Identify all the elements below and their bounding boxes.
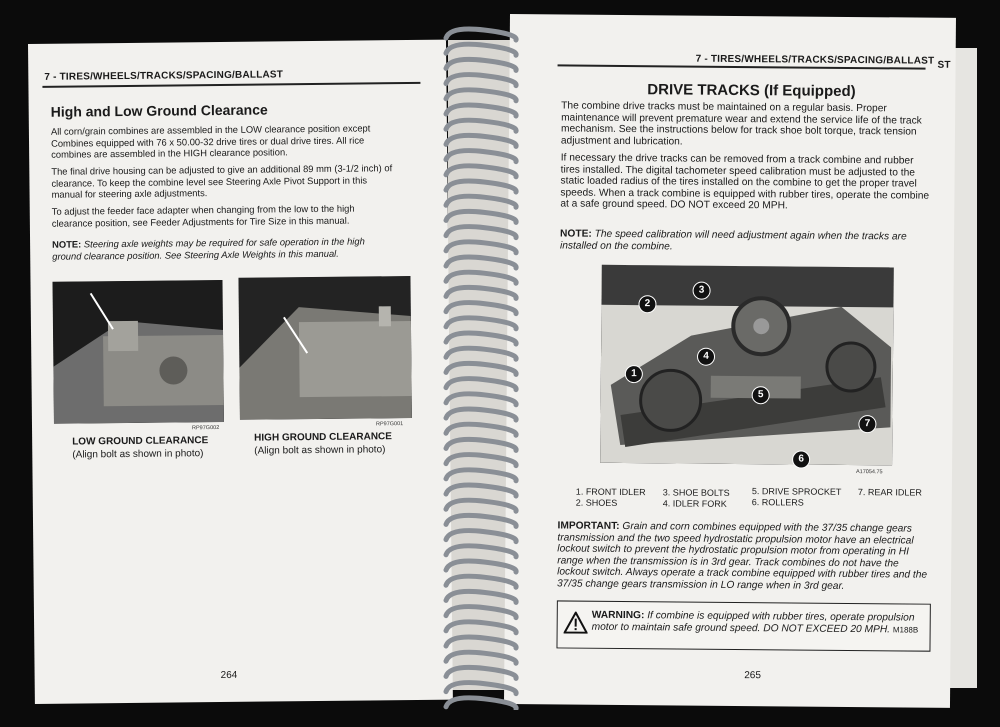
spiral-coil [446,90,516,101]
text-line: adjustment and lubrication. [560,135,683,148]
note-label: NOTE: [52,238,82,250]
photo-caption: HIGH GROUND CLEARANCE [254,431,392,444]
text-line: All corn/grain combines are assembled in the LOW clearance position except [50,122,371,137]
photo-subcaption: (Align bolt as shown in photo) [72,448,204,461]
spiral-coil [446,287,516,298]
text-line: manual for steering axle adjustments. [51,187,208,200]
paragraph-3 [52,203,355,229]
text-line: The combine drive tracks must be maintained on a regular basis. Proper [561,100,887,115]
text-line: Steering axle weights may be required for safe operation in the high [81,235,365,250]
text-line: motor to maintain safe ground speed. DO NOT EXCEED 20 MPH. [591,621,891,635]
spiral-coil [446,515,516,526]
text-line: The speed calibration will need adjustment again when the tracks are [591,228,907,243]
text-line: Grain and corn combines equipped with the 37/35 change gears [619,520,912,535]
low-clearance-photo [52,280,223,424]
spiral-coil [446,303,516,314]
legend-item: 3. SHOE BOLTS [662,487,730,498]
section-title: DRIVE TRACKS (If Equipped) [647,81,856,101]
callout-3: 3 [693,282,711,300]
paragraph-2 [51,162,392,200]
legend-item: 2. SHOES [575,497,618,508]
spiral-coil [446,242,516,253]
spiral-binding [440,24,524,710]
spiral-coil [446,561,516,572]
edge-tab: ST [937,59,951,71]
spiral-coil [446,455,516,466]
photo-subcaption: (Align bolt as shown in photo) [254,444,386,457]
callout-1: 1 [625,365,643,383]
callout-7: 7 [858,415,876,433]
note [52,235,365,261]
spiral-coil [446,667,516,678]
warning-code: M188B [892,624,919,635]
spiral-coil [446,531,516,542]
spiral-coil [446,135,516,146]
text-line: maintenance will prevent premature wear and extend the service life of the track [561,112,922,127]
spiral-coil [446,637,516,648]
spiral-coil [446,607,516,618]
spiral-coil [446,409,516,420]
spiral-coil [446,363,516,374]
high-clearance-photo [238,276,411,420]
text-line: tires installed. The digital tachometer speed calibration must be adjusted to the [560,164,916,179]
text-line: speeds. When a track combine is equipped with rubber tires, operate the combine [560,187,930,202]
spiral-coil [446,500,516,511]
legend-item: 6. ROLLERS [751,497,804,508]
warning-label: WARNING: [591,609,645,622]
text-line: clearance position, see Feeder Adjustments for Tire Size in this manual. [51,214,350,229]
text-line: ground clearance position. See Steering Axle Weights in this manual. [52,247,339,262]
spiral-coil [446,272,516,283]
spiral-coil [446,424,516,435]
spiral-coil [446,470,516,481]
spiral-coil [446,44,516,55]
spiral-coil [446,227,516,238]
spiral-coil [446,196,516,207]
spiral-coil [446,211,516,222]
callout-6: 6 [792,450,810,468]
spiral-coil [446,318,516,329]
spiral-coil [446,591,516,602]
spiral-coil [446,576,516,587]
text-line: lockout switch to prevent the hydrostatic propulsion motor from operating in HI [557,543,910,558]
photo-code: RP97G001 [375,421,404,428]
text-line: The final drive housing can be adjusted to give an additional 89 mm (3-1/2 inch) of [51,162,393,177]
text-line: combines are assembled in the HIGH clearance position. [51,146,288,160]
important-notice [557,520,928,593]
warning-box [556,600,930,651]
right-header: 7 - TIRES/WHEELS/TRACKS/SPACING/BALLAST [695,53,935,67]
section-title: High and Low Ground Clearance [50,101,268,120]
callout-4: 4 [697,348,715,366]
spiral-coil [446,698,516,709]
photo-code: RP97G002 [192,425,220,432]
text-line: clearance. To keep the combine level see Steering Axle Pivot Support in this [51,173,368,189]
spiral-coil [446,652,516,663]
spiral-coil [446,546,516,557]
spiral-coil [446,394,516,405]
spiral-coil [446,333,516,344]
text-line: 37/35 change gears transmission in LO range when in 3rd gear. [556,578,845,592]
note-label: NOTE: [560,228,592,240]
text-line: static loaded radius of the tires installed on the combine to get the proper travel [560,175,917,190]
spiral-coil [446,348,516,359]
spiral-coil [446,120,516,131]
spiral-coil [446,151,516,162]
text-line: If necessary the drive tracks can be removed from a track combine and rubber [560,152,914,167]
callout-2: 2 [638,295,656,313]
legend-item: 5. DRIVE SPROCKET [751,486,842,497]
spiral-coil [446,379,516,390]
legend-item: 1. FRONT IDLER [575,486,646,498]
spiral-coil [446,257,516,268]
spiral-coil [446,59,516,70]
figure-code: A17054.75 [855,469,883,476]
header-rule [42,82,420,87]
page-number: 264 [220,669,238,682]
paragraph-2 [560,152,929,213]
spiral-coil [446,75,516,86]
spiral-coil [446,485,516,496]
text-line: Combines equipped with 76 x 50.00-32 drive tires or dual drive tires. All rice [50,133,365,149]
legend-item: 4. IDLER FORK [662,498,727,509]
spiral-coil [446,29,516,40]
spiral-coil [446,166,516,177]
page-number: 265 [744,670,761,682]
spiral-coil [446,622,516,633]
spiral-coil [446,181,516,192]
text-line: If combine is equipped with rubber tires, operate propulsion [644,610,915,624]
paragraph-1 [561,100,922,150]
text-line: mechanism. See the instructions below for track shoe bolt torque, track tension [560,123,917,138]
left-page [28,40,453,704]
important-label: IMPORTANT: [557,520,620,532]
text-line: To adjust the feeder face adapter when changing from the low to the high [51,202,355,217]
text-line: at a safe ground speed. DO NOT exceed 20 MPH. [560,198,788,212]
note [560,228,907,254]
warning-triangle-icon [564,611,588,638]
spiral-coil [446,105,516,116]
spiral-coil [446,683,516,694]
text-line: transmission and the two speed hydrostatic propulsion motor have an electrical [557,532,914,547]
paragraph-1 [51,122,371,160]
warning-text [592,610,919,636]
photo-caption: LOW GROUND CLEARANCE [72,435,209,448]
legend-item: 7. REAR IDLER [857,487,922,498]
text-line: range when the transmission is in 3rd gear. Track combines do not have the [557,555,899,570]
text-line: lockout switch. Always operate a track combine equipped with rubber tires and the [557,566,928,582]
callout-5: 5 [752,386,770,404]
left-header: 7 - TIRES/WHEELS/TRACKS/SPACING/BALLAST [44,69,284,83]
text-line: installed on the combine. [559,240,673,253]
right-page [504,14,956,708]
spiral-coil [446,439,516,450]
